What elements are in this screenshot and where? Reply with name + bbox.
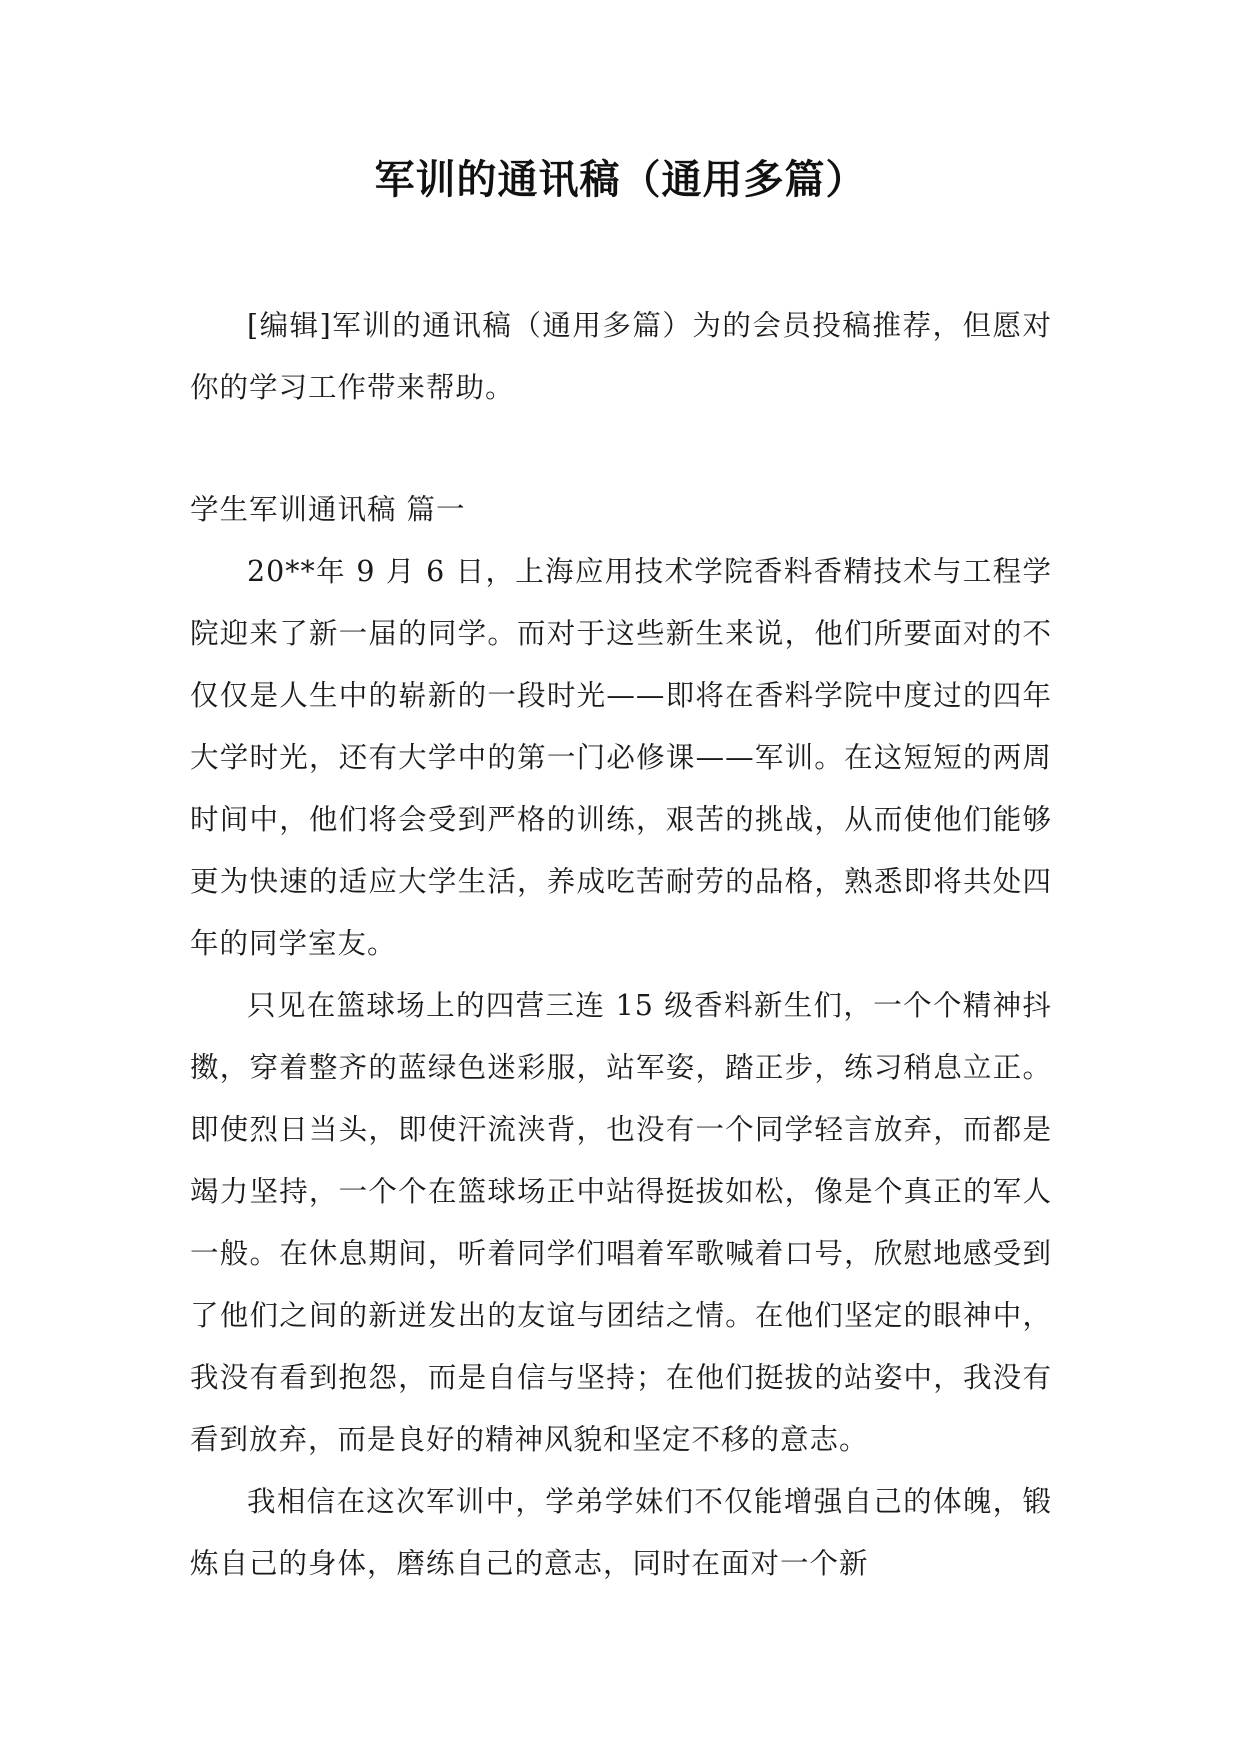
section-heading: 学生军训通讯稿 篇一 [190,493,466,526]
body-paragraph: 只见在篮球场上的四营三连 15 级香料新生们，一个个精神抖擞，穿着整齐的蓝绿色迷彩服，站军姿，踏正步，练习稍息立正。即使烈日当头，即使汗流浃背，也没有一个同学轻言放弃，而都是竭力坚持，一个个在篮球场正中站得挺拔如松，像是个真正的军人一般。在休息期间，听着同学们唱着军歌喊着口号，欣慰地感受到了他们之间的新迸发出的友谊与团结之情。在他们坚定的眼神中，我没有看到抱怨，而是自信与坚持；在他们挺拔的站姿中，我没有看到放弃，而是良好的精神风貌和坚定不移的意志。 [190,989,1052,1456]
intro-paragraph: [编辑]军训的通讯稿（通用多篇）为的会员投稿推荐，但愿对你的学习工作带来帮助。 [190,309,1052,404]
document-body [190,295,1052,1595]
paragraph-gap [190,419,1052,479]
document-title: 军训的通讯稿（通用多篇） [374,156,867,203]
body-paragraph: 20**年 9 月 6 日，上海应用技术学院香料香精技术与工程学院迎来了新一届的同学。而对于这些新生来说，他们所要面对的不仅仅是人生中的崭新的一段时光——即将在香料学院中度过的四年大学时光，还有大学中的第一门必修课——军训。在这短短的两周时间中，他们将会受到严格的训练，艰苦的挑战，从而使他们能够更为快速的适应大学生活，养成吃苦耐劳的品格，熟悉即将共处四年的同学室友。 [190,555,1052,960]
body-paragraph: 我相信在这次军训中，学弟学妹们不仅能增强自己的体魄，锻炼自己的身体，磨练自己的意志，同时在面对一个新 [190,1485,1052,1580]
